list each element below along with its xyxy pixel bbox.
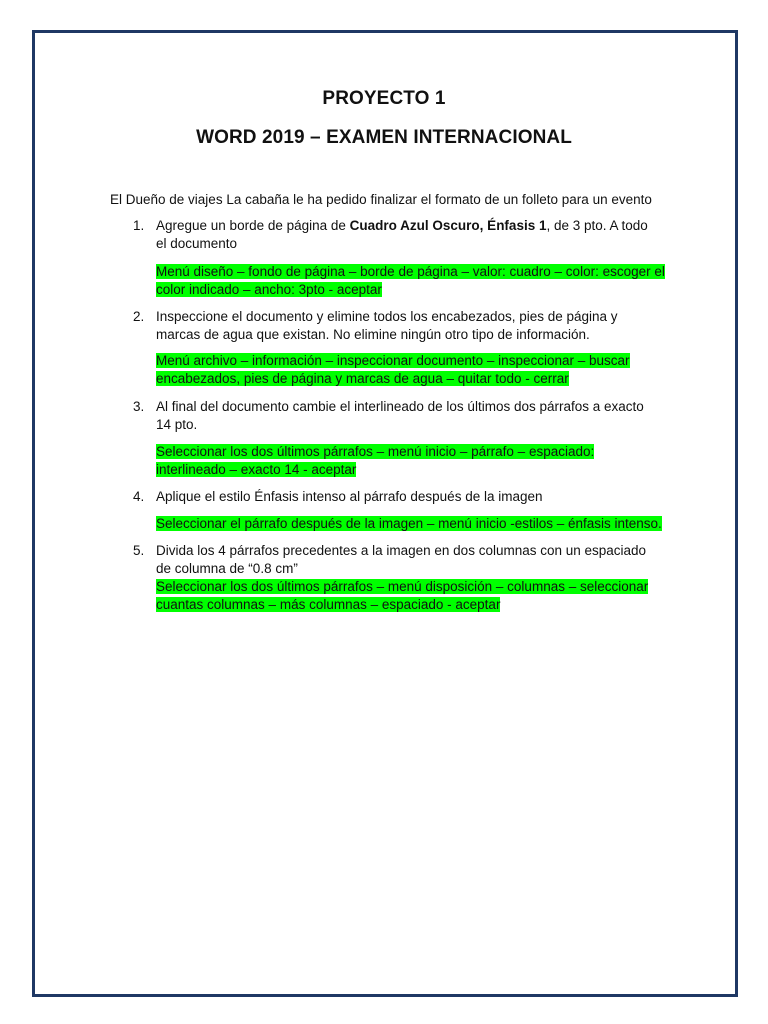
highlighted-answer-text: Menú diseño – fondo de página – borde de página – valor: cuadro – color: escoger el color indicado – ancho: 3pto - aceptar xyxy=(156,264,665,297)
list-item-text-before: Agregue un borde de página de xyxy=(156,218,350,233)
list-number: 1. xyxy=(133,218,145,233)
highlighted-answer-text: Seleccionar los dos últimos párrafos – menú inicio – párrafo – espaciado: interlineado – exacto 14 - aceptar xyxy=(156,444,595,477)
list-number: 2. xyxy=(133,309,145,324)
document-title: PROYECTO 1 xyxy=(322,88,446,109)
page-border xyxy=(32,30,738,997)
list-number: 4. xyxy=(133,489,145,504)
answer-3 xyxy=(156,443,666,479)
answer-5 xyxy=(156,578,666,614)
list-item-text: Aplique el estilo Énfasis intenso al párrafo después de la imagen xyxy=(156,489,543,504)
list-number: 5. xyxy=(133,543,145,558)
list-item-text-after: , de 3 pto. A todo el documento xyxy=(156,218,648,251)
answer-4 xyxy=(156,515,666,533)
highlighted-answer-text: Seleccionar los dos últimos párrafos – menú disposición – columnas – seleccionar cuantas columnas – más columnas – espaciado - aceptar xyxy=(156,579,649,612)
document-subtitle: WORD 2019 – EXAMEN INTERNACIONAL xyxy=(196,127,572,148)
intro-paragraph: El Dueño de viajes La cabaña le ha pedido finalizar el formato de un folleto para un evento xyxy=(110,192,652,207)
list-item-text xyxy=(156,217,661,253)
list-item-text: Al final del documento cambie el interlineado de los últimos dos párrafos a exacto 14 pto. xyxy=(156,399,644,432)
list-item-text: Divida los 4 párrafos precedentes a la imagen en dos columnas con un espaciado de columna de “0.8 cm” xyxy=(156,543,647,576)
list-number: 3. xyxy=(133,399,145,414)
answer-2 xyxy=(156,352,666,388)
answer-1 xyxy=(156,263,666,299)
list-item-text-bold: Cuadro Azul Oscuro, Énfasis 1 xyxy=(349,218,547,233)
highlighted-answer-text: Menú archivo – información – inspeccionar documento – inspeccionar – buscar encabezados, pies de página y marcas de agua – quitar todo - cerrar xyxy=(156,353,630,386)
highlighted-answer-text: Seleccionar el párrafo después de la imagen – menú inicio -estilos – énfasis intenso. xyxy=(156,516,662,531)
list-item-text: Inspeccione el documento y elimine todos los encabezados, pies de página y marcas de agua que existan. No elimine ningún otro tipo de información. xyxy=(156,309,618,342)
